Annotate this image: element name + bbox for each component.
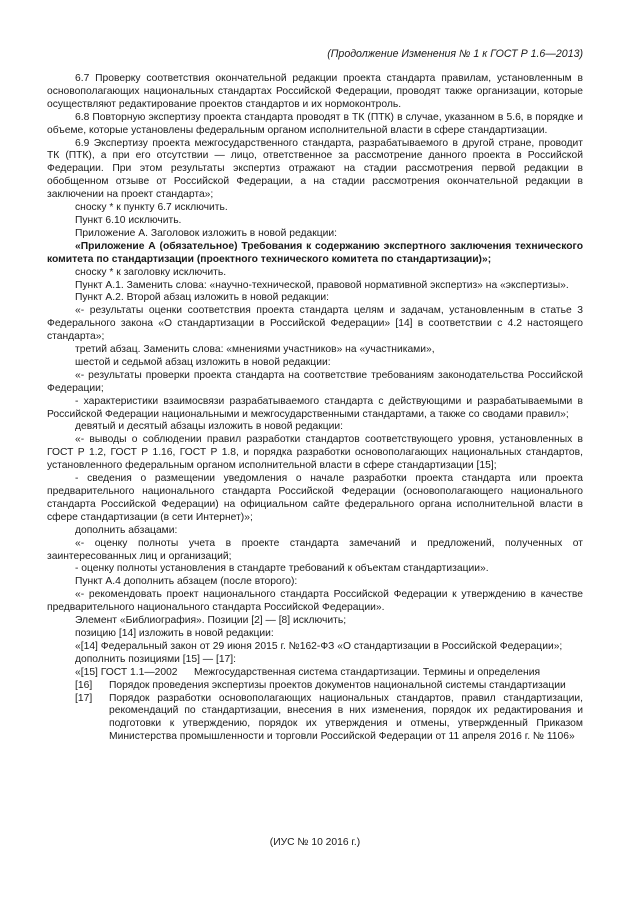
- paragraph-list: [47, 73, 583, 641]
- paragraph: - сведения о размещении уведомления о начале разработки проекта стандарта или проекта предварительного национального стандарта Российской Федерации (основополагающего национального стандарта Российской Федерации) на официальном сайте федерального органа исполнительной власти в сфере стандартизации (в сети Интернет)»;: [47, 473, 583, 523]
- paragraph: Пункт А.2. Второй абзац изложить в новой редакции:: [75, 292, 329, 304]
- bib-item-15-text: Межгосударственная система стандартизации. Термины и определения: [194, 666, 541, 678]
- paragraph: дополнить абзацами:: [75, 524, 178, 536]
- bib-item-16-text: Порядок проведения экспертизы проектов документов национальной системы стандартизации: [109, 679, 566, 691]
- paragraph: Элемент «Библиография». Позиции [2] — [8] исключить;: [75, 615, 347, 627]
- paragraph: сноску * к заголовку исключить.: [75, 266, 227, 278]
- paragraph: третий абзац. Заменить слова: «мнениями участников» на «участниками»,: [75, 344, 435, 356]
- paragraph: 6.7 Проверку соответствия окончательной редакции проекта стандарта правилам, установленным в основополагающих национальных стандартах Российской Федерации, проводят также организации, которые осуществляют редактирование проектов стандартов и их нормоконтроль.: [47, 73, 583, 110]
- paragraph: 6.9 Экспертизу проекта межгосударственного стандарта, разрабатываемого в другой стране, проводит ТК (ПТК), а при его отсутствии — лицо, ответственное за рассмотрение данного проекта в Российской Федерации. При этом результаты экспертиз отражают на стадии рассмотрения первой редакции в обобщенном отзыве от Российской Федерации, а на стадии рассмотрения окончательной редакции в заключении на проект стандарта»;: [47, 137, 583, 201]
- bib-item-17: [47, 693, 583, 745]
- document-body: [47, 73, 583, 744]
- paragraph: шестой и седьмой абзац изложить в новой редакции:: [75, 356, 331, 368]
- paragraph: 6.8 Повторную экспертизу проекта стандарта проводят в ТК (ПТК) в случае, указанном в 5.6, в порядке и объеме, которые установлены федеральным органом исполнительной власти в сфере стандартизации.: [47, 111, 583, 136]
- bib-item-16: [47, 680, 583, 693]
- bib-item-14: «[14] Федеральный закон от 29 июня 2015 г. №162-ФЗ «О стандартизации в Российской Федерации»;: [75, 640, 563, 652]
- paragraph: позицию [14] изложить в новой редакции:: [75, 627, 274, 639]
- paragraph: Пункт А.1. Заменить слова: «научно-технической, правовой нормативной экспертиз» на «экспертизы».: [75, 279, 569, 291]
- bib-item-17-text: Порядок разработки основополагающих национальных стандартов, правил стандартизации, рекомендаций по стандартизации, внесения в них изменения, порядок их редактирования и подготовки к утверждению, порядок их утверждения и отмены, утвержденный Приказом Министерства промышленности и торговли Российской Федерации от 11 апреля 2016 г. № 1106»: [109, 692, 583, 743]
- paragraph: «- рекомендовать проект национального стандарта Российской Федерации к утверждению в качестве предварительного национального стандарта Российской Федерации».: [47, 589, 583, 614]
- paragraph: - оценку полноты установления в стандарте требований к объектам стандартизации».: [75, 563, 489, 575]
- paragraph: «- результаты оценки соответствия проекта стандарта целям и задачам, установленным в статье 3 Федерального закона «О стандартизации в Российской Федерации» [14] в соответствии с 4.2 настоящего стандарта»;: [47, 305, 583, 343]
- paragraph: Пункт 6.10 исключить.: [75, 214, 182, 226]
- paragraph: «- выводы о соблюдении правил разработки стандартов соответствующего уровня, установленных в ГОСТ Р 1.2, ГОСТ Р 1.16, ГОСТ Р 1.8, и порядка разработки основополагающих национальных стандартов, установленного федеральным органом исполнительной власти в сфере стандартизации [15];: [47, 434, 583, 472]
- bibliography: [47, 641, 583, 744]
- paragraph: «- результаты проверки проекта стандарта на соответствие требованиям законодательства Российской Федерации;: [47, 369, 583, 394]
- paragraph: - характеристики взаимосвязи разрабатываемого стандарта с действующими и разрабатываемыми в Российской Федерации национальными и межгосударственными стандартами, а также со сводами правил»;: [47, 395, 583, 420]
- paragraph: «Приложение А (обязательное) Требования к содержанию экспертного заключения технического комитета по стандартизации (проектного технического комитета по стандартизации)»;: [47, 240, 583, 265]
- bib-add-positions: дополнить позициями [15] — [17]:: [75, 653, 237, 665]
- bib-item-15-code: «[15] ГОСТ 1.1—2002: [75, 666, 178, 678]
- bib-item-15: [47, 667, 583, 680]
- paragraph: «- оценку полноты учета в проекте стандарта замечаний и предложений, полученных от заинтересованных лиц и организаций;: [47, 537, 583, 562]
- paragraph: сноску * к пункту 6.7 исключить.: [75, 202, 228, 214]
- paragraph: Приложение А. Заголовок изложить в новой редакции:: [75, 227, 337, 239]
- page-header: (Продолжение Изменения № 1 к ГОСТ Р 1.6—2013): [327, 48, 583, 60]
- bib-item-16-num: [16]: [75, 679, 93, 691]
- page-footer: (ИУС № 10 2016 г.): [269, 837, 361, 848]
- bib-item-17-num: [17]: [75, 692, 93, 704]
- paragraph: девятый и десятый абзацы изложить в новой редакции:: [75, 421, 344, 433]
- paragraph: Пункт А.4 дополнить абзацем (после второго):: [75, 576, 298, 588]
